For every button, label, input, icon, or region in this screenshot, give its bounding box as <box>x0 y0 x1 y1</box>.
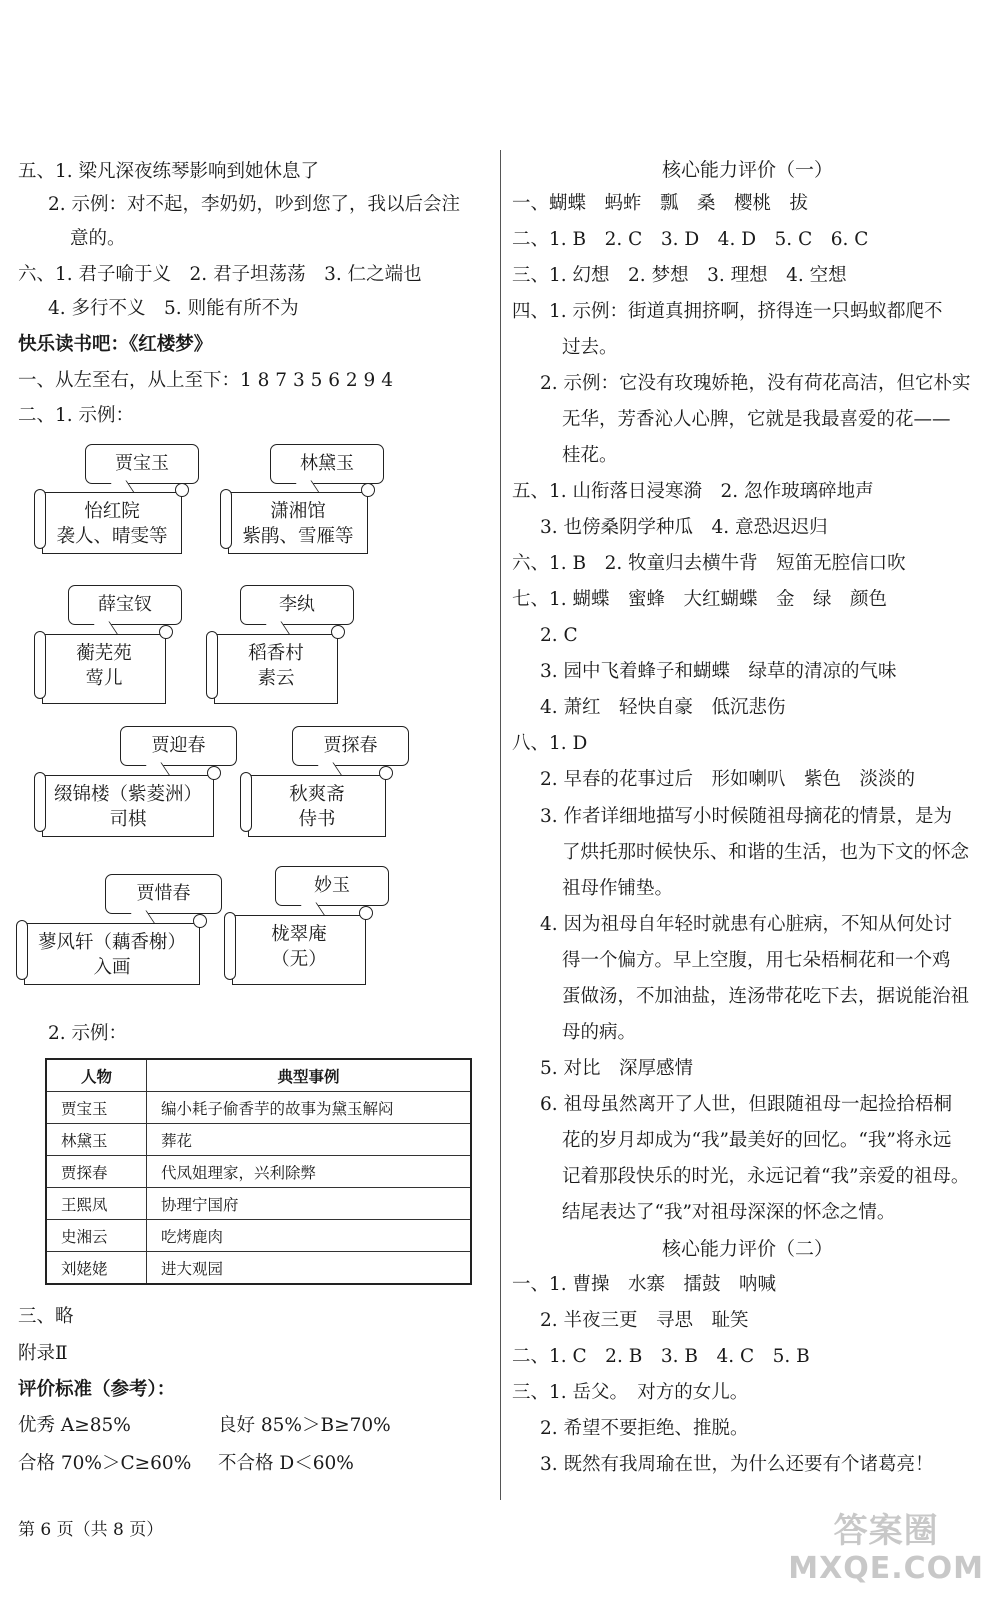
answer-line: 6. 祖母虽然离开了人世，但跟随祖母一起捡拾梧桐 <box>540 1094 953 1115</box>
grade-criterion: 良好 85%＞B≥70% <box>218 1415 391 1436</box>
answer-line: 4. 萧红 轻快自豪 低沉悲伤 <box>540 697 786 718</box>
character-bubble: 贾探春 <box>292 726 409 766</box>
answer-line: 五、1. 山衔落日浸寒漪 2. 忽作玻璃碎地声 <box>512 481 874 502</box>
answer-line: 二、1. B 2. C 3. D 4. D 5. C 6. C <box>512 229 869 250</box>
answer-line: 花的岁月却成为“我”最美好的回忆。“我”将永远 <box>562 1130 952 1151</box>
residence-scroll <box>248 775 386 837</box>
watermark-logo <box>788 1512 984 1588</box>
servant-names: （无） <box>271 949 327 970</box>
answer-line: 了烘托那时候快乐、和谐的生活，也为下文的怀念 <box>562 842 970 863</box>
answer-line: 母的病。 <box>562 1022 637 1043</box>
column-header: 典型事例 <box>147 1059 472 1092</box>
servant-names: 司棋 <box>109 809 147 830</box>
watermark-url: MXQE.COM <box>788 1551 984 1586</box>
answer-line: 三、1. 岳父。 对方的女儿。 <box>512 1382 749 1403</box>
table-row <box>46 1220 471 1252</box>
answer-line: 2. 示例：它没有玫瑰娇艳，没有荷花高洁，但它朴实 <box>540 373 971 394</box>
page-footer: 第 6 页（共 8 页） <box>18 1520 164 1540</box>
answer-line: 三、略 <box>18 1306 74 1327</box>
answer-line: 蛋做汤，不加油盐，连汤带花吃下去，据说能治祖 <box>562 986 970 1007</box>
residence-scroll <box>42 634 166 704</box>
residence-scroll <box>42 492 182 554</box>
servant-names: 紫鹃、雪雁等 <box>242 526 354 547</box>
answer-line: 二、1. C 2. B 3. B 4. C 5. B <box>512 1346 810 1367</box>
answer-line: 五、1. 梁凡深夜练琴影响到她休息了 <box>18 161 320 182</box>
servant-names: 侍书 <box>298 809 336 830</box>
answer-line: 一、从左至右，从上至下：1 8 7 3 5 6 2 9 4 <box>18 370 393 391</box>
answer-line: 意的。 <box>70 228 126 249</box>
residence-name: 栊翠庵 <box>271 924 327 945</box>
servant-names: 入画 <box>93 957 131 978</box>
residence-name: 缀锦楼（紫菱洲） <box>53 784 202 805</box>
character-events-table <box>45 1058 472 1285</box>
answer-line: 2. 希望不要拒绝、推脱。 <box>540 1418 749 1439</box>
character-bubble: 贾迎春 <box>120 726 237 766</box>
table-cell: 进大观园 <box>147 1252 472 1285</box>
table-cell: 王熙凤 <box>46 1188 147 1220</box>
answer-line: 3. 园中飞着蜂子和蝴蝶 绿草的清凉的气味 <box>540 661 897 682</box>
residence-scroll <box>214 634 338 704</box>
section-heading: 评价标准（参考）： <box>18 1379 176 1400</box>
table-cell: 贾探春 <box>46 1156 147 1188</box>
answer-line: 3. 也傍桑阴学种瓜 4. 意恐迟迟归 <box>540 517 828 538</box>
residence-scroll <box>232 915 366 985</box>
column-divider <box>500 150 501 1500</box>
residence-scroll <box>24 923 200 985</box>
watermark-text: 答案圈 <box>833 1511 939 1551</box>
character-bubble: 妙玉 <box>275 866 389 906</box>
residence-name: 怡红院 <box>84 501 140 522</box>
residence-name: 潇湘馆 <box>270 501 326 522</box>
answer-line: 无华，芳香沁人心脾，它就是我最喜爱的花—— <box>562 409 951 430</box>
answer-line: 2. 示例： <box>48 1023 128 1044</box>
answer-line: 六、1. 君子喻于义 2. 君子坦荡荡 3. 仁之端也 <box>18 264 422 285</box>
answer-line: 4. 多行不义 5. 则能有所不为 <box>48 298 299 319</box>
table-cell: 协理宁国府 <box>147 1188 472 1220</box>
servant-names: 素云 <box>257 668 295 689</box>
section-heading: 快乐读书吧：《红楼梦》 <box>18 334 213 355</box>
answer-line: 一、1. 曹操 水寨 擂鼓 呐喊 <box>512 1274 777 1295</box>
table-cell: 林黛玉 <box>46 1124 147 1156</box>
answer-line: 二、1. 示例： <box>18 405 135 426</box>
section-title: 核心能力评价（一） <box>662 159 834 181</box>
answer-line: 过去。 <box>562 337 618 358</box>
table-header-row <box>46 1059 471 1092</box>
table-cell: 吃烤鹿肉 <box>147 1220 472 1252</box>
grade-criterion: 合格 70%＞C≥60% <box>18 1453 192 1474</box>
section-heading: 附录Ⅱ <box>18 1343 68 1364</box>
answer-line: 2. 早春的花事过后 形如喇叭 紫色 淡淡的 <box>540 769 916 790</box>
answer-line: 四、1. 示例：街道真拥挤啊，挤得连一只蚂蚁都爬不 <box>512 301 943 322</box>
character-bubble: 贾宝玉 <box>85 444 199 484</box>
answer-line: 八、1. D <box>512 733 588 754</box>
section-title: 核心能力评价（二） <box>662 1238 834 1260</box>
answer-line: 得一个偏方。早上空腹，用七朵梧桐花和一个鸡 <box>562 950 951 971</box>
answer-line: 结尾表达了“我”对祖母深深的怀念之情。 <box>562 1202 896 1223</box>
column-header: 人物 <box>46 1059 147 1092</box>
table-cell: 贾宝玉 <box>46 1092 147 1124</box>
answer-line: 5. 对比 深厚感情 <box>540 1058 694 1079</box>
table-cell: 刘姥姥 <box>46 1252 147 1285</box>
grade-criterion: 优秀 A≥85% <box>18 1415 131 1436</box>
character-bubble: 薛宝钗 <box>68 585 182 625</box>
answer-line: 七、1. 蝴蝶 蜜蜂 大红蝴蝶 金 绿 颜色 <box>512 589 888 610</box>
residence-name: 蘅芜苑 <box>76 643 132 664</box>
servant-names: 莺儿 <box>85 668 123 689</box>
character-bubble: 林黛玉 <box>270 444 384 484</box>
answer-line: 3. 作者详细地描写小时候随祖母摘花的情景，是为 <box>540 806 953 827</box>
servant-names: 袭人、晴雯等 <box>56 526 168 547</box>
answer-line: 2. 示例：对不起，李奶奶，吵到您了，我以后会注 <box>48 194 461 215</box>
answer-line: 2. C <box>540 625 578 646</box>
table-row <box>46 1156 471 1188</box>
answer-line: 六、1. B 2. 牧童归去横牛背 短笛无腔信口吹 <box>512 553 906 574</box>
table-row <box>46 1124 471 1156</box>
character-bubble: 李纨 <box>240 585 354 625</box>
grade-criterion: 不合格 D＜60% <box>218 1453 354 1474</box>
residence-scroll <box>42 775 214 837</box>
table-cell: 编小耗子偷香芋的故事为黛玉解闷 <box>147 1092 472 1124</box>
answer-line: 4. 因为祖母自年轻时就患有心脏病，不知从何处讨 <box>540 914 953 935</box>
table-row <box>46 1252 471 1285</box>
table-cell: 史湘云 <box>46 1220 147 1252</box>
table-cell: 葬花 <box>147 1124 472 1156</box>
answer-line: 记着那段快乐的时光，永远记着“我”亲爱的祖母。 <box>562 1166 970 1187</box>
answer-line: 三、1. 幻想 2. 梦想 3. 理想 4. 空想 <box>512 265 847 286</box>
table-cell: 代凤姐理家，兴利除弊 <box>147 1156 472 1188</box>
residence-name: 稻香村 <box>248 643 304 664</box>
answer-line: 2. 半夜三更 寻思 耻笑 <box>540 1310 749 1331</box>
table-row <box>46 1188 471 1220</box>
answer-line: 一、蝴蝶 蚂蚱 瓢 桑 樱桃 拔 <box>512 193 809 214</box>
table-row <box>46 1092 471 1124</box>
residence-name: 秋爽斋 <box>289 784 345 805</box>
answer-line: 3. 既然有我周瑜在世，为什么还要有个诸葛亮！ <box>540 1454 934 1475</box>
residence-name: 蓼风轩（藕香榭） <box>37 932 186 953</box>
residence-scroll <box>228 492 368 554</box>
character-bubble: 贾惜春 <box>105 874 222 914</box>
answer-line: 祖母作铺垫。 <box>562 878 674 899</box>
answer-line: 桂花。 <box>562 445 618 466</box>
